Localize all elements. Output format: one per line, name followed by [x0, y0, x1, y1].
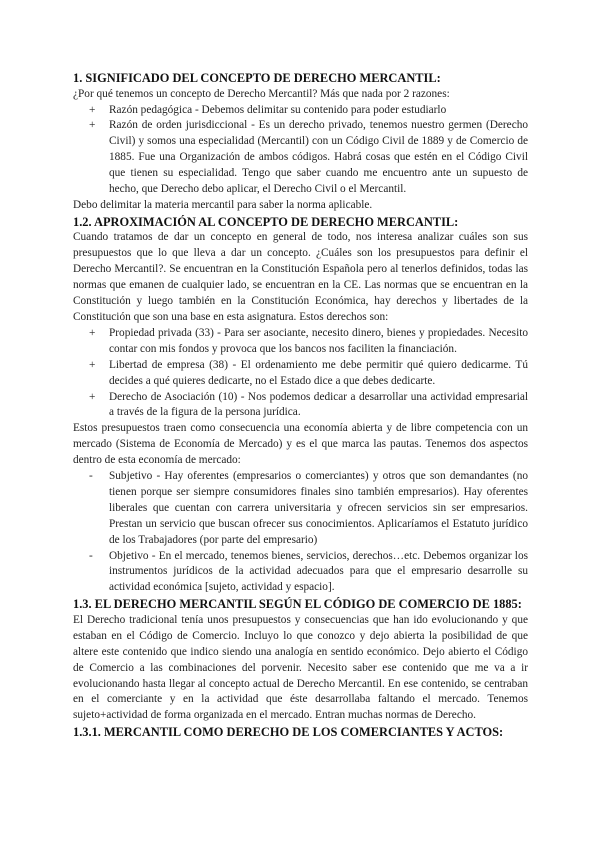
section-heading: 1.2. APROXIMACIÓN AL CONCEPTO DE DERECHO MERCANTIL: — [73, 214, 459, 229]
paragraph: Estos presupuestos traen como consecuencia una economía abierta y de libre competencia con un mercado (Sistema de Economía de Mercado) y es el que marca las pautas. Tenemos dos aspectos dentro de esta economía de mercado: — [73, 422, 528, 467]
plus-bullet-icon: + — [89, 119, 96, 132]
paragraph: ¿Por qué tenemos un concepto de Derecho Mercantil? Más que nada por 2 razones: — [73, 87, 450, 100]
list-item-text: Razón pedagógica - Debemos delimitar su contenido para poder estudiarlo — [109, 103, 447, 116]
list-item-text: Objetivo - En el mercado, tenemos bienes, servicios, derechos…etc. Debemos organizar los instrumentos jurídicos de la actividad adecuados para que el empresario desarrolle su actividad económica [sujeto, actividad y espacio]. — [109, 549, 528, 594]
list-item — [73, 326, 528, 358]
bullet-list — [73, 326, 528, 421]
list-item-text: Subjetivo - Hay oferentes (empresarios o comerciantes) y otros que son demandantes (no tienen porque ser siempre consumidores finales sino también empresarios). Hay oferentes liberales que cuentan con carrera universitaria y ofrecen servicios sin ser empresarios. Prestan un servicio que buscan ofrecer sus conocimientos. Aplicaríamos el Estatuto jurídico de los Trabajadores (por parte del empresario) — [109, 470, 528, 546]
plus-bullet-icon: + — [89, 326, 96, 339]
section-heading: 1.3. EL DERECHO MERCANTIL SEGÚN EL CÓDIGO DE COMERCIO DE 1885: — [73, 597, 522, 612]
list-item — [73, 469, 528, 549]
list-item-text: Derecho de Asociación (10) - Nos podemos dedicar a desarrollar una actividad empresarial a través de la figura de la persona jurídica. — [109, 390, 528, 419]
plus-bullet-icon: + — [89, 358, 96, 371]
paragraph: El Derecho tradicional tenía unos presupuestos y consecuencias que han ido evolucionando y que estaban en el Código de Comercio. Incluyo lo que conozco y dejo abierta la posibilidad de que altere este contenido que indico siendo una analogía en sentido económico. Dejo abierto el Código de Comercio a las combinaciones del porvenir. Necesito saber ese contenido que me va a ir evolucionando hasta llegar al concepto actual de Derecho Mercantil. En ese contenido, se centraban en el comerciante y en la actividad que éste desarrollaba faltando el mercado. Tenemos sujeto+actividad de forma organizada en el mercado. Entran muchas normas de Derecho. — [73, 613, 528, 722]
list-item — [73, 358, 528, 390]
bullet-list — [73, 103, 528, 198]
paragraph: Cuando tratamos de dar un concepto en general de todo, nos interesa analizar cuáles son sus presupuestos que lo que lleva a dar un concepto. ¿Cuáles son los presupuestos para definir el Derecho Mercantil?. Se encuentran en la Constitución Española pero al tenerlos definidos, todas las normas que emanen de cualquier lado, se encuentran en la CE. Las normas que se encuentran en la Constitución y luego también en la Constitución Económica, hay derechos y libertades de la Constitución que son una base en esta asignatura. Estos derechos son: — [73, 231, 528, 323]
bullet-list — [73, 469, 528, 596]
paragraph: Debo delimitar la materia mercantil para saber la norma aplicable. — [73, 198, 373, 211]
dash-bullet-icon: - — [89, 549, 93, 562]
section-heading: 1. SIGNIFICADO DEL CONCEPTO DE DERECHO MERCANTIL: — [73, 71, 441, 85]
plus-bullet-icon: + — [89, 103, 96, 116]
document-page — [73, 70, 528, 741]
list-item — [73, 118, 528, 198]
list-item — [73, 390, 528, 422]
dash-bullet-icon: - — [89, 470, 93, 483]
list-item — [73, 103, 528, 119]
list-item — [73, 549, 528, 597]
list-item-text: Razón de orden jurisdiccional - Es un derecho privado, tenemos nuestro germen (Derecho Civil) y somos una especialidad (Mercantil) con un Código Civil de 1889 y de Comercio de 1885. Fue una Organización de ambos códigos. Habrá cosas que estén en el Código Civil que tienen su especialidad. Tengo que saber cuando me encuentro ante un supuesto de hecho, que Derecho debo aplicar, el Derecho Civil o el Mercantil. — [109, 119, 528, 196]
list-item-text: Propiedad privada (33) - Para ser asociante, necesito dinero, bienes y propiedades. Necesito contar con mis fondos y provoca que los bancos nos faciliten la financiación. — [109, 326, 528, 355]
plus-bullet-icon: + — [89, 390, 96, 403]
section-heading: 1.3.1. MERCANTIL COMO DERECHO DE LOS COMERCIANTES Y ACTOS: — [73, 725, 504, 740]
list-item-text: Libertad de empresa (38) - El ordenamiento me debe permitir qué quiero dedicarme. Tú decides a qué quieres dedicarte, no el Estado dice a que debes dedicarte. — [109, 358, 528, 387]
